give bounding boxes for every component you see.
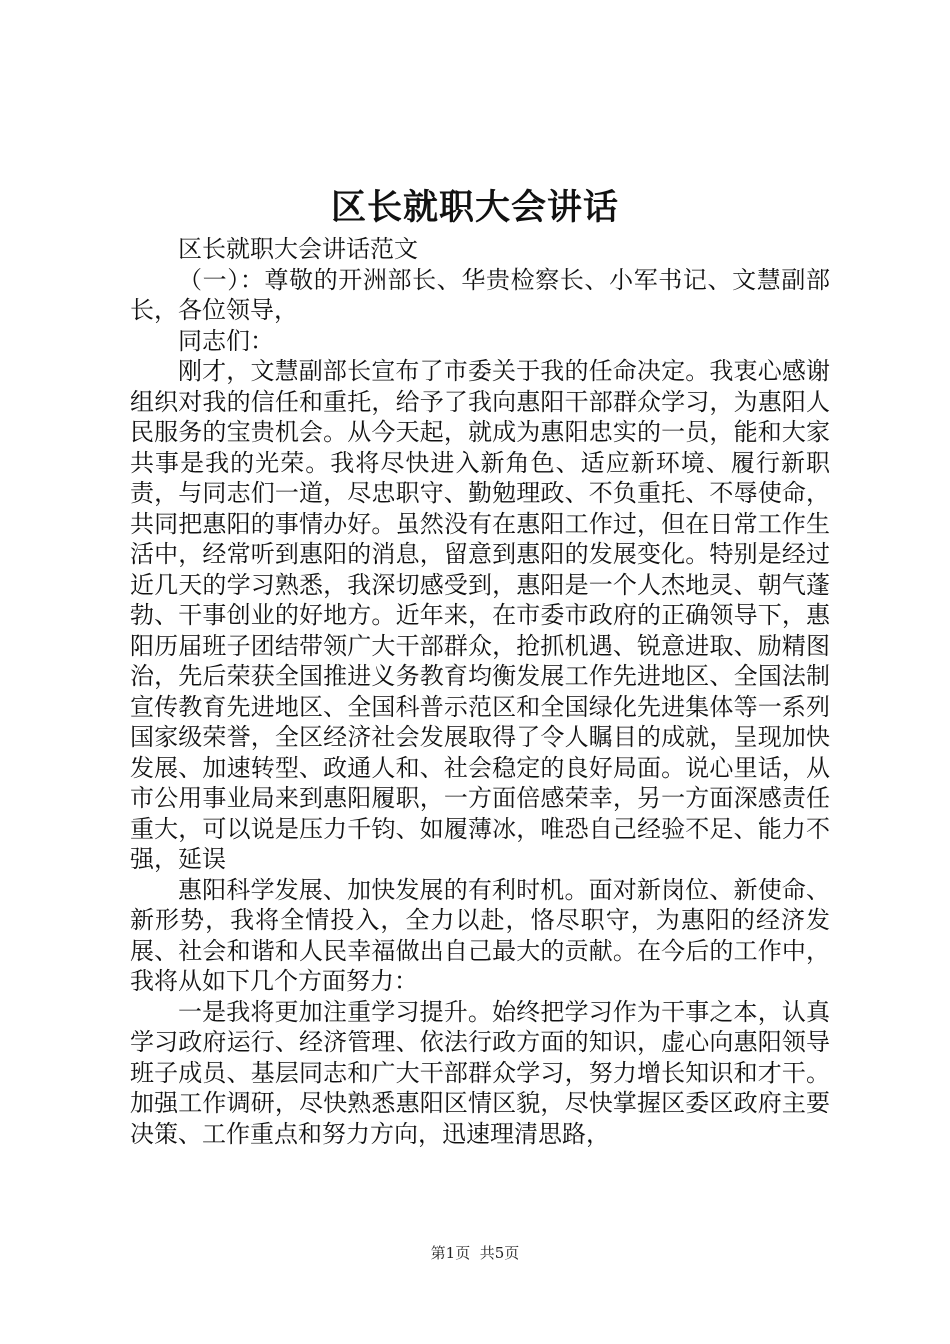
document-title: 区长就职大会讲话 xyxy=(330,187,619,228)
page-footer xyxy=(0,1243,950,1263)
subtitle-paragraph: 区长就职大会讲话范文 xyxy=(178,235,418,263)
page-total: 共5页 xyxy=(479,1244,520,1262)
body-paragraph: 一是我将更加注重学习提升。始终把学习作为干事之本，认真学习政府运行、经济管理、依法行政方面的知识，虚心向惠阳领导班子成员、基层同志和广大干部群众学习，努力增长知识和才干。加强工作调研，尽快熟悉惠阳区情区貌，尽快掌握区委区政府主要决策、工作重点和努力方向，迅速理清思路， xyxy=(130,997,830,1148)
document-body xyxy=(130,234,830,1149)
body-paragraph: 刚才，文慧副部长宣布了市委关于我的任命决定。我衷心感谢组织对我的信任和重托，给予了我向惠阳干部群众学习，为惠阳人民服务的宝贵机会。从今天起，就成为惠阳忠实的一员，能和大家共事是我的光荣。我将尽快进入新角色、适应新环境、履行新职责，与同志们一道，尽忠职守、勤勉理政、不负重托、不辱使命，共同把惠阳的事情办好。虽然没有在惠阳工作过，但在日常工作生活中，经常听到惠阳的消息，留意到惠阳的发展变化。特别是经过近几天的学习熟悉，我深切感受到，惠阳是一个人杰地灵、朝气蓬勃、干事创业的好地方。近年来，在市委市政府的正确领导下，惠阳历届班子团结带领广大干部群众，抢抓机遇、锐意进取、励精图治，先后荣获全国推进义务教育均衡发展工作先进地区、全国法制宣传教育先进地区、全国科普示范区和全国绿化先进集体等一系列国家级荣誉，全区经济社会发展取得了令人瞩目的成就，呈现加快发展、加速转型、政通人和、社会稳定的良好局面。说心里话，从市公用事业局来到惠阳履职，一方面倍感荣幸，另一方面深感责任重大，可以说是压力千钧、如履薄冰，唯恐自己经验不足、能力不强，延误 xyxy=(130,357,830,873)
page-number: 第1页 xyxy=(430,1244,471,1262)
salutation-paragraph: （一）：尊敬的开洲部长、华贵检察长、小军书记、文慧副部长，各位领导， xyxy=(130,265,830,324)
body-paragraph: 惠阳科学发展、加快发展的有利时机。面对新岗位、新使命、新形势，我将全情投入，全力以赴，恪尽职守，为惠阳的经济发展、社会和谐和人民幸福做出自己最大的贡献。在今后的工作中，我将从如下几个方面努力： xyxy=(130,875,830,995)
greeting-paragraph: 同志们： xyxy=(178,326,274,355)
